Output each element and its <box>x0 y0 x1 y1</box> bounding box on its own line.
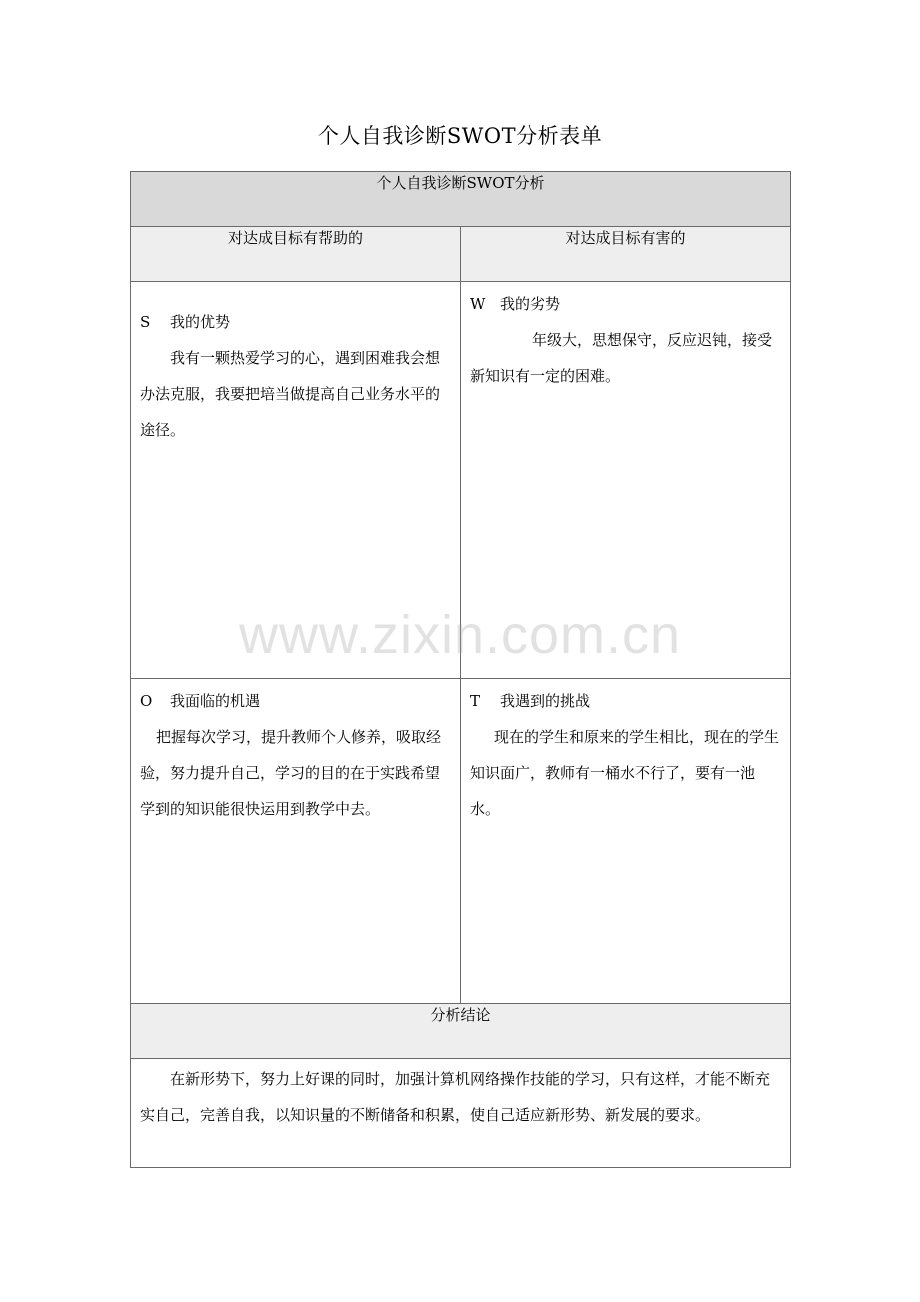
strengths-text: 我有一颗热爱学习的心，遇到困难我会想办法克服，我要把培当做提高自己业务水平的途径。 <box>140 349 441 439</box>
conclusion-header-row <box>131 1004 791 1059</box>
opportunities-cell <box>131 679 461 1004</box>
swot-table <box>130 171 791 1168</box>
strengths-cell <box>131 282 461 679</box>
threats-cell <box>461 679 791 1004</box>
threats-title: 我遇到的挑战 <box>500 692 591 710</box>
threats-text: 现在的学生和原来的学生相比，现在的学生知识面广，教师有一桶水不行了，要有一池水。 <box>470 728 780 818</box>
watermark: www.zixin.com.cn <box>238 605 682 665</box>
strengths-weaknesses-row <box>131 282 791 679</box>
strengths-heading <box>140 304 451 340</box>
opportunities-letter: O <box>140 692 153 710</box>
weaknesses-title: 我的劣势 <box>500 295 561 313</box>
opportunities-text: 把握每次学习，提升教师个人修养，吸取经验，努力提升自己，学习的目的在于实践希望学到的知识能很快运用到教学中去。 <box>140 728 442 818</box>
opportunities-threats-row <box>131 679 791 1004</box>
weaknesses-letter: W <box>470 295 486 313</box>
category-row <box>131 227 791 282</box>
threats-letter: T <box>470 692 481 710</box>
conclusion-text: 在新形势下，努力上好课的同时，加强计算机网络操作技能的学习，只有这样，才能不断充实自己，完善自我，以知识量的不断储备和积累，使自己适应新形势、新发展的要求。 <box>140 1070 771 1124</box>
harmful-label: 对达成目标有害的 <box>461 227 791 282</box>
opportunities-heading <box>140 683 451 719</box>
document-title: 个人自我诊断SWOT分析表单 <box>317 124 603 148</box>
table-header-row <box>131 172 791 227</box>
weaknesses-cell <box>461 282 791 679</box>
table-header: 个人自我诊断SWOT分析 <box>131 172 791 227</box>
opportunities-title: 我面临的机遇 <box>170 692 261 710</box>
helpful-label: 对达成目标有帮助的 <box>131 227 461 282</box>
conclusion-cell <box>131 1059 791 1168</box>
threats-heading <box>470 683 781 719</box>
weaknesses-text: 年级大，思想保守，反应迟钝，接受新知识有一定的困难。 <box>470 331 773 385</box>
strengths-letter: S <box>140 313 151 331</box>
strengths-title: 我的优势 <box>170 313 231 331</box>
conclusion-row <box>131 1059 791 1168</box>
conclusion-label: 分析结论 <box>131 1004 791 1059</box>
weaknesses-heading <box>470 286 781 322</box>
